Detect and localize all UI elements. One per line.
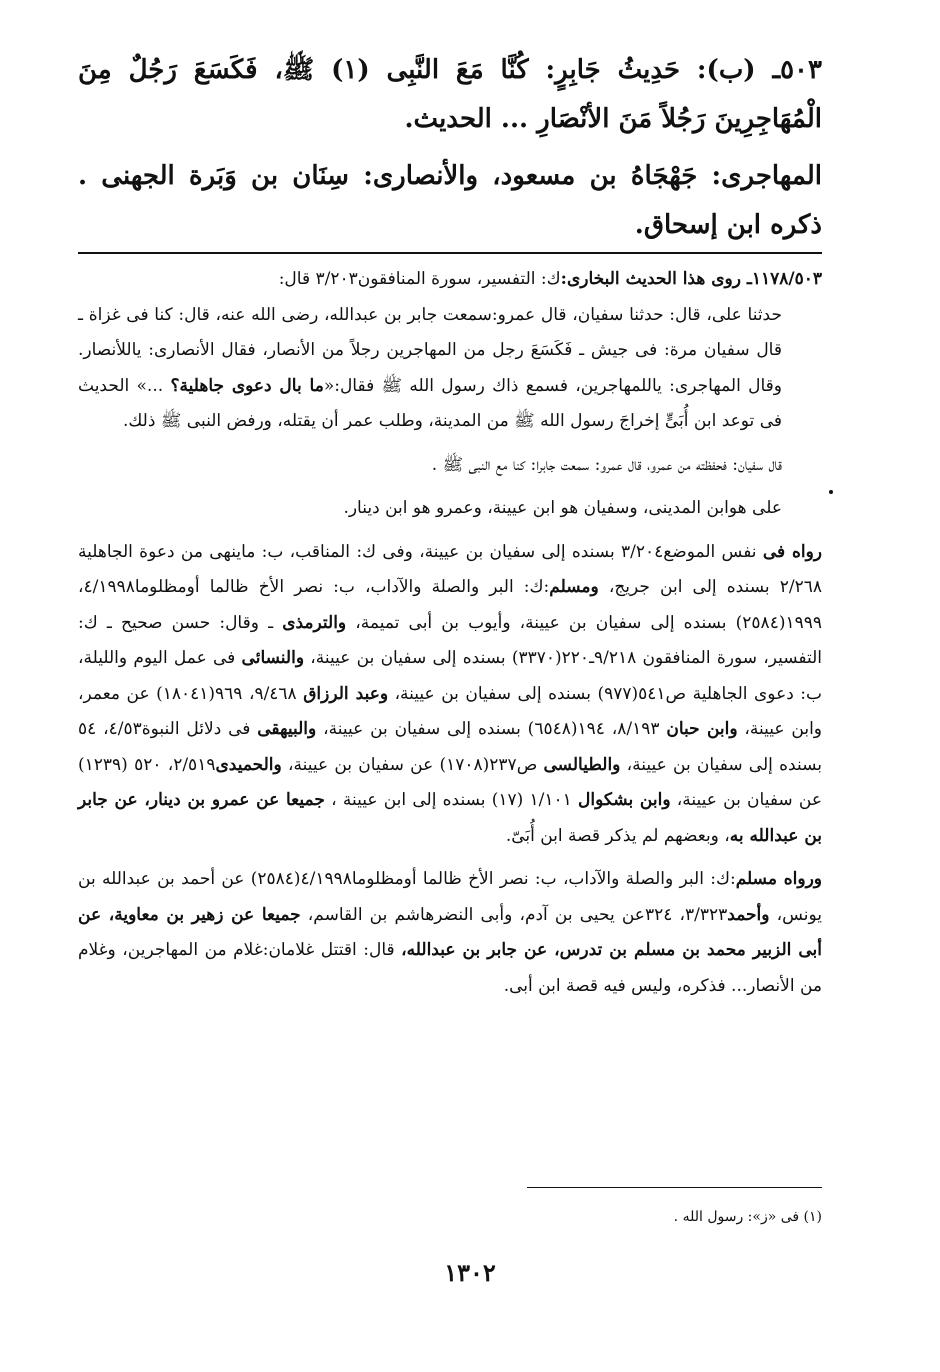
margin-mark [829, 490, 833, 494]
source-bold: وابن بشكوال [578, 790, 671, 810]
hadith-text-main: حدثنا على، قال: حدثنا سفيان، قال عمرو:سمعت جابر بن عبدالله، رضى الله عنه، قال: كنا فى غزاة ـ قال سفيان مرة: فى جيش ـ فَكَسَعَ رجل من المهاجرين رجلاً من الأنصار، فقال الأنصارى: ياللأنصار. وقال المهاجرى: ياللمهاجرين، فسمع ذاك رسول الله ﷺ فقال:« [78, 304, 782, 396]
source-text: فى دلائل النبوة٤/٥٣، ٥٤ بسنده إلى سفيان بن عيينة، [78, 719, 822, 775]
hadith-identification: المهاجرى: جَهْجَاهُ بن مسعود، والأنصارى: سِنَان بن وَبَرة الجهنى . ذكره ابن إسحاق. [78, 161, 822, 240]
source-bold: وأحمد [727, 904, 770, 925]
source-text: نفس الموضع٣/٢٠٤ بسنده إلى سفيان بن عيينة، وفى ك: المناقب، ب: ماينهى من دعوة الجاهلية ٢/٢٦٨ بسنده إلى ابن جريج، [78, 541, 822, 597]
source-bold: وعبد الرزاق [303, 683, 389, 704]
narrator-note: على هوابن المدينى، وسفيان هو ابن عيينة، وعمرو هو ابن دينار. [343, 498, 782, 518]
takhrij-paragraph [78, 535, 822, 855]
source-bold: جميعا عن عمرو بن دينار، عن جابر بن عبدالله به [78, 790, 822, 846]
source-text: ـ وقال: حسن صحيح ـ ك: التفسير، سورة المنافقون ٩/٢١٨ـ٢٢٠(٣٣٧٠) بسنده إلى سفيان بن عيينة، [78, 612, 822, 668]
hadith-text [78, 298, 822, 440]
footnote: (١) فى «ز»: رسول الله . [673, 1209, 822, 1225]
hadith-heading: ٥٠٣ـ (ب): حَدِيثُ جَابِرٍ: كُنَّا مَعَ النَّبِى (١) ﷺ، فَكَسَعَ رَجُلٌ مِنَ الْمُهَاجِرِينَ رَجُلاً مَنَ الأنْصَارِ ... الحديث. [78, 55, 822, 134]
source-bold: ومسلم [549, 577, 599, 597]
source-text: ٢/٥١٩، ٥٢٠ (١٢٣٩) عن سفيان بن عيينة، [78, 754, 822, 810]
source-text: فى عمل اليوم والليلة، ب: دعوى الجاهلية ص٥٤١(٩٧٧) بسنده إلى سفيان بن عيينة، [78, 648, 823, 704]
muslim-paragraph [78, 862, 822, 1004]
source-bold: والترمذى [282, 612, 347, 633]
commentary-number: ١١٧٨/٥٠٣ـ روى هذا الحديث البخارى: [560, 269, 822, 289]
source-bold: وابن حبان [666, 719, 738, 739]
section-divider [78, 252, 822, 254]
source-text: ص٢٣٧(١٧٠٨) عن سفيان بن عيينة، [281, 754, 544, 775]
source-bold: جميعا عن زهير بن معاوية، عن أبى الزبير محمد بن مسلم بن تدرس، عن جابر بن عبدالله، [78, 904, 822, 960]
source-bold: والبيهقى [257, 719, 317, 739]
source-text: ٣/٣٢٣، ٣٢٤عن يحيى بن آدم، وأبى النضرهاشم بن القاسم، [300, 904, 728, 925]
source-text: :ك: البر والصلة والآداب، ب: نصر الأخ ظالما أومظلوما٤/١٩٩٨، ١٩٩٩(٢٥٨٤) بسنده إلى سفيان بن عيينة، وأيوب بن أبى تميمة، [78, 577, 822, 633]
commentary [78, 262, 822, 1004]
commentary-heading [78, 262, 822, 298]
main-text-block [78, 46, 822, 250]
source-bold: ورواه مسلم [735, 869, 822, 889]
source-text: قال: اقتتل غلامان:غلام من المهاجرين، وغلام من الأنصار... فذكره، وليس فيه قصة ابن أبى. [78, 940, 822, 996]
source-text: ١/١٠١ (١٧) بسنده إلى ابن عيينة ، [331, 790, 579, 810]
source-bold: والنسائى [241, 648, 305, 668]
footnote-divider [527, 1187, 822, 1188]
source-text: ، وبعضهم لم يذكر قصة ابن أُبَىّ. [505, 825, 730, 846]
source-bold: رواه فى [762, 541, 822, 562]
commentary-source: ك: التفسير، سورة المنافقون٣/٢٠٣ قال: [278, 269, 561, 289]
source-text: ٩/٤٦٨، ٩٦٩(١٨٠٤١) عن معمر، وابن عيينة، [78, 683, 823, 739]
page-number: ١٣٠٢ [444, 1258, 496, 1287]
hadith-quote: ما بال دعوى جاهلية؟ [170, 375, 324, 396]
source-text: :ك: البر والصلة والآداب، ب: نصر الأخ ظالما أومظلوما٤/١٩٩٨(٢٥٨٤) عن أحمد بن عبدالله بن يونس، [78, 869, 823, 925]
source-text: ٨/١٩٣، ١٩٤(٦٥٤٨) بسنده إلى سفيان بن عيينة، [316, 719, 667, 739]
source-bold: والحميدى [215, 754, 282, 775]
source-bold: والطيالسى [543, 754, 621, 775]
sufyan-note: قال سفيان: فحفظته من عمرو، قال عمرو: سمعت جابرا: كنا مع النبى ﷺ . [431, 454, 782, 475]
hadith-text-rest: ...» الحديث فى توعد ابن أُبَىٍّ إخراجَ رسول الله ﷺ من المدينة، وطلب عمر أن يقتله، ورفض النبى ﷺ ذلك. [78, 375, 782, 431]
